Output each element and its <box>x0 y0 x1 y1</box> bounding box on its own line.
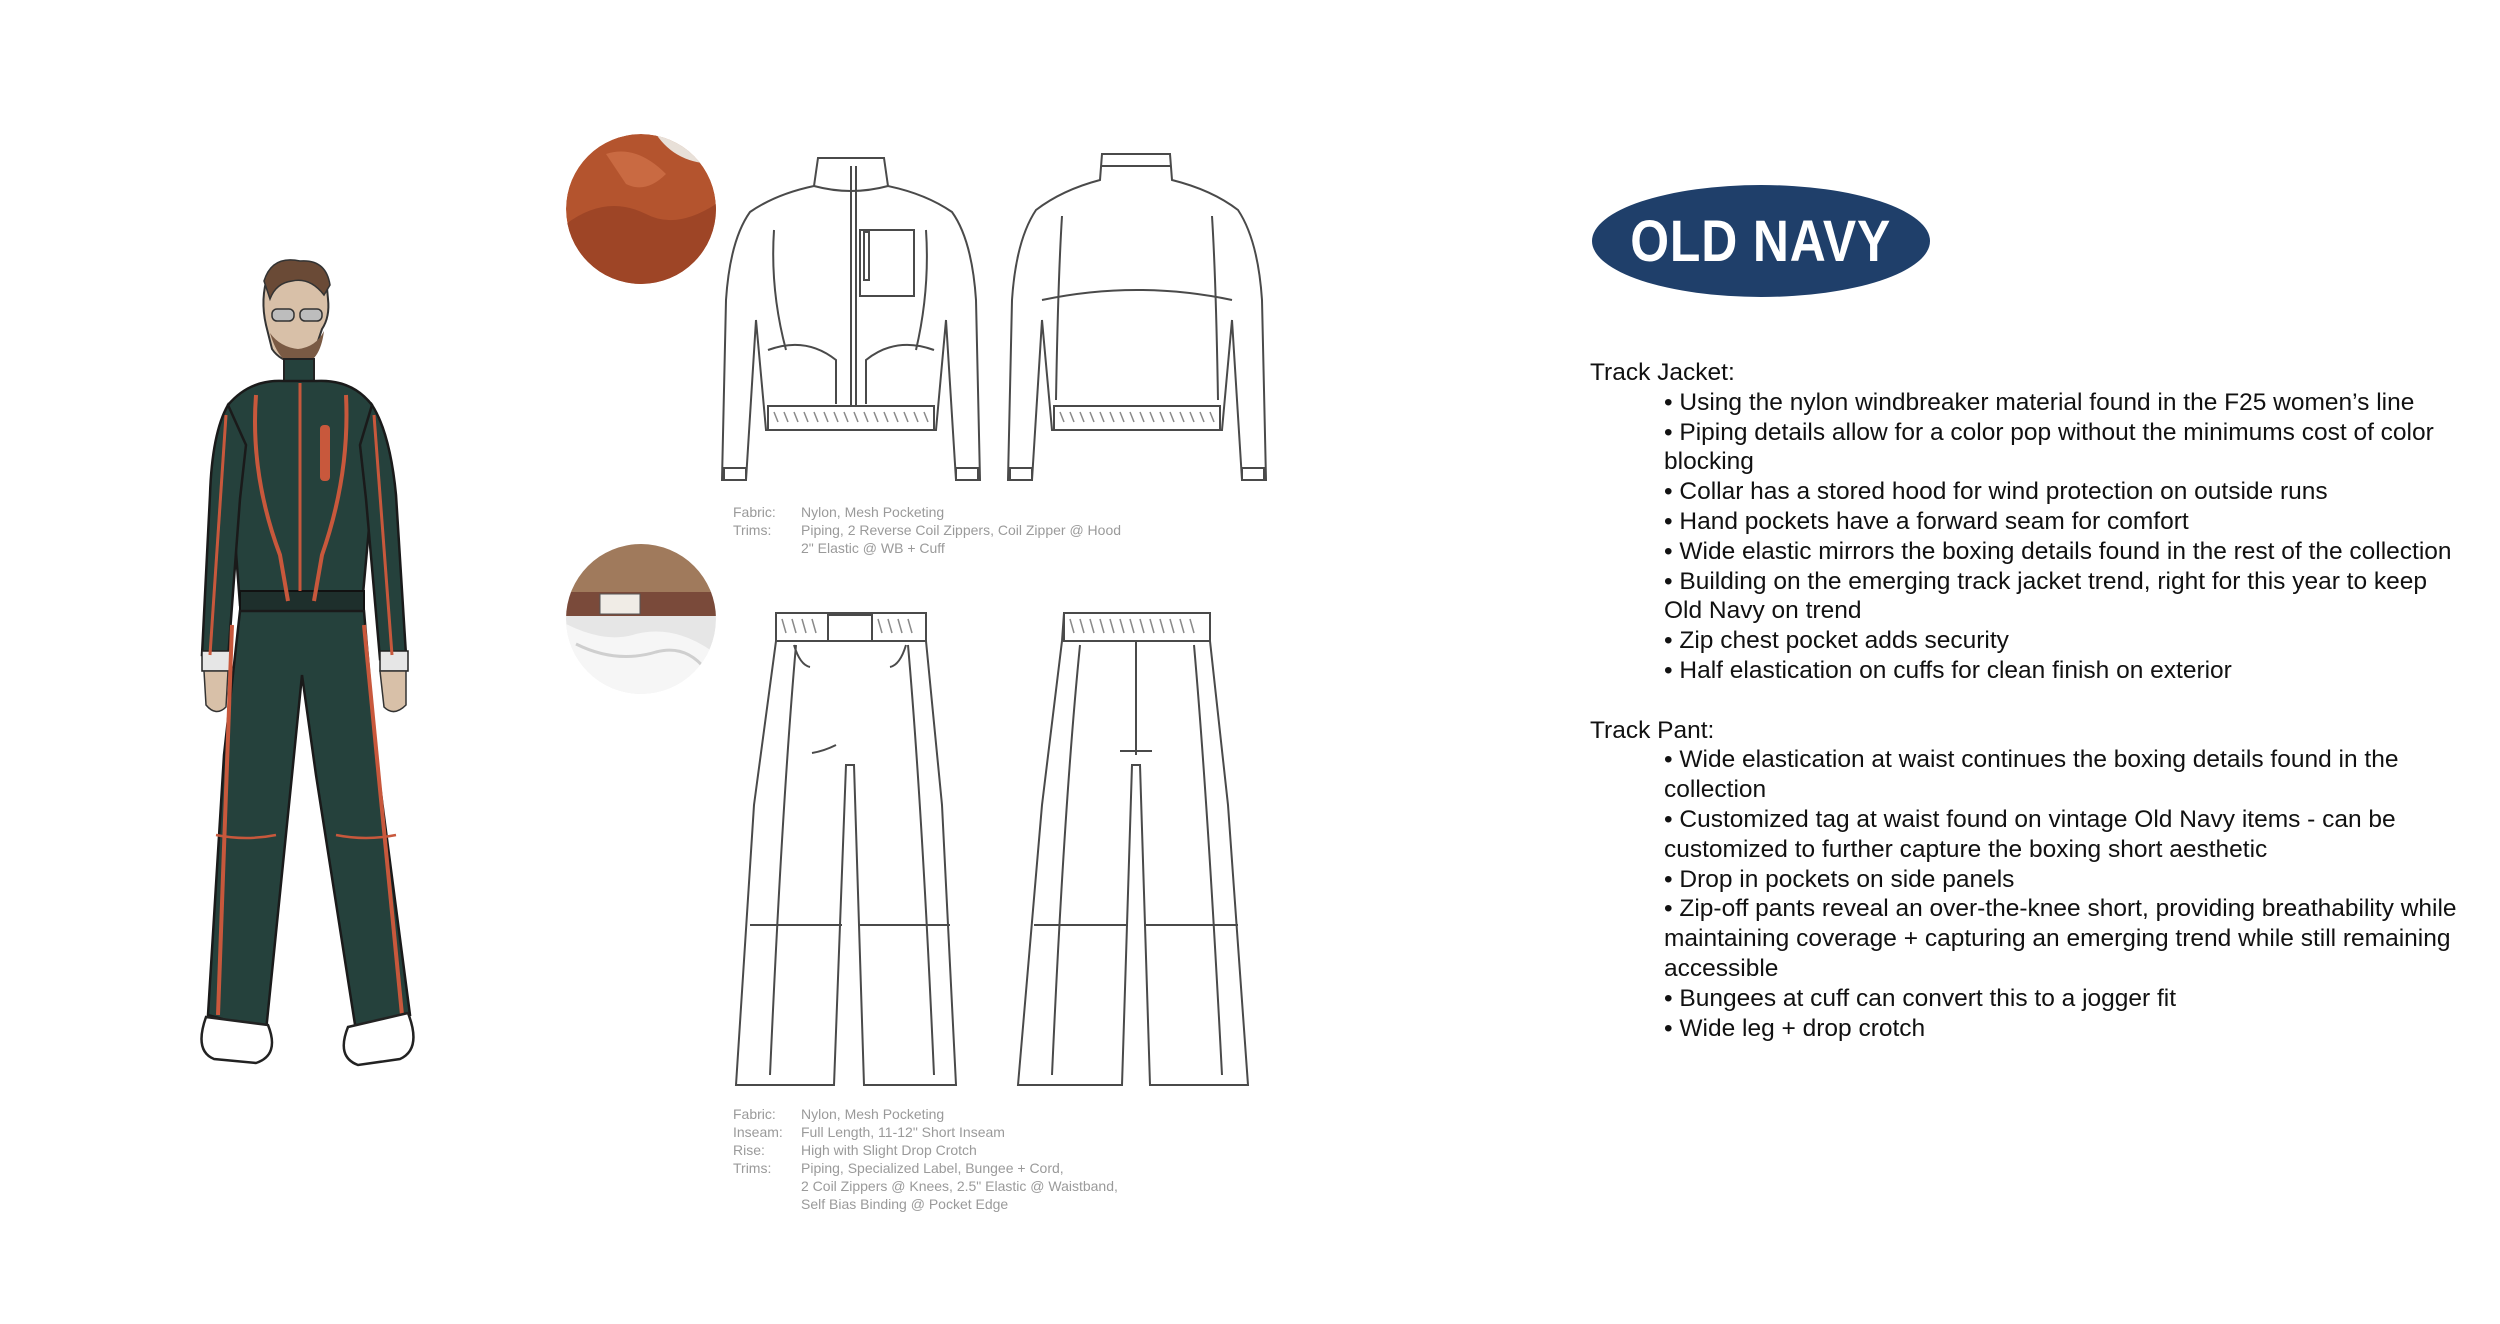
logo-text: OLD NAVY <box>1630 208 1892 274</box>
list-item: • Zip chest pocket adds security <box>1664 627 2009 655</box>
jacket-spec-block <box>733 503 1121 557</box>
jacket-back-flat-sketch <box>1002 150 1272 490</box>
list-item: • Collar has a stored hood for wind protection on outside runs <box>1664 478 2328 506</box>
model-figure-illustration <box>160 255 500 1095</box>
track-jacket-title: Track Jacket: <box>1590 359 1735 386</box>
list-item: • Piping details allow for a color pop without the minimums cost of color blocking <box>1664 418 2434 476</box>
list-item: • Zip-off pants reveal an over-the-knee short, providing breathability while maintaining coverage + capturing an emerging trend while still remaining accessible <box>1664 895 2457 982</box>
pant-front-flat-sketch <box>730 605 970 1095</box>
pant-back-flat-sketch <box>1008 605 1258 1095</box>
track-jacket-bullets <box>1590 388 2470 686</box>
list-item: • Wide leg + drop crotch <box>1664 1014 1926 1042</box>
list-item: • Customized tag at waist found on vintage Old Navy items - can be customized to further capture the boxing short aesthetic <box>1664 805 2396 863</box>
list-item: • Half elastication on cuffs for clean finish on exterior <box>1664 656 2232 684</box>
spec-row: Fabric: Nylon, Mesh Pocketing <box>733 1106 945 1122</box>
list-item: • Wide elastic mirrors the boxing details found in the rest of the collection <box>1664 537 2452 565</box>
list-item: • Building on the emerging track jacket trend, right for this year to keep Old Navy on trend <box>1664 567 2428 625</box>
spec-row: 2" Elastic @ WB + Cuff <box>801 540 945 556</box>
spec-row: 2 Coil Zippers @ Knees, 2.5" Elastic @ Waistband, <box>801 1178 1118 1194</box>
list-item: • Drop in pockets on side panels <box>1664 865 2015 893</box>
jacket-front-flat-sketch <box>716 150 986 490</box>
orange-fabric-swatch <box>566 134 716 284</box>
old-navy-logo <box>1592 185 1930 297</box>
design-notes <box>1590 358 2470 1043</box>
list-item: • Using the nylon windbreaker material found in the F25 women’s line <box>1664 388 2415 416</box>
spec-row: Trims: Piping, Specialized Label, Bungee + Cord, <box>733 1160 1064 1176</box>
spec-row: Self Bias Binding @ Pocket Edge <box>801 1196 1009 1212</box>
spec-row: Trims: Piping, 2 Reverse Coil Zippers, Coil Zipper @ Hood <box>733 522 1122 538</box>
spec-row: Rise: High with Slight Drop Crotch <box>733 1142 977 1158</box>
list-item: • Wide elastication at waist continues the boxing details found in the collection <box>1664 746 2399 804</box>
track-pant-bullets <box>1590 745 2470 1043</box>
waistband-label-swatch <box>566 544 716 694</box>
section-spacer <box>1590 686 2470 716</box>
spec-row: Inseam: Full Length, 11-12" Short Inseam <box>733 1124 1005 1140</box>
list-item: • Bungees at cuff can convert this to a jogger fit <box>1664 984 2177 1012</box>
track-pant-title: Track Pant: <box>1590 716 1715 744</box>
pant-spec-block <box>733 1105 1118 1213</box>
spec-row: Fabric: Nylon, Mesh Pocketing <box>733 504 945 520</box>
list-item: • Hand pockets have a forward seam for comfort <box>1664 507 2189 535</box>
